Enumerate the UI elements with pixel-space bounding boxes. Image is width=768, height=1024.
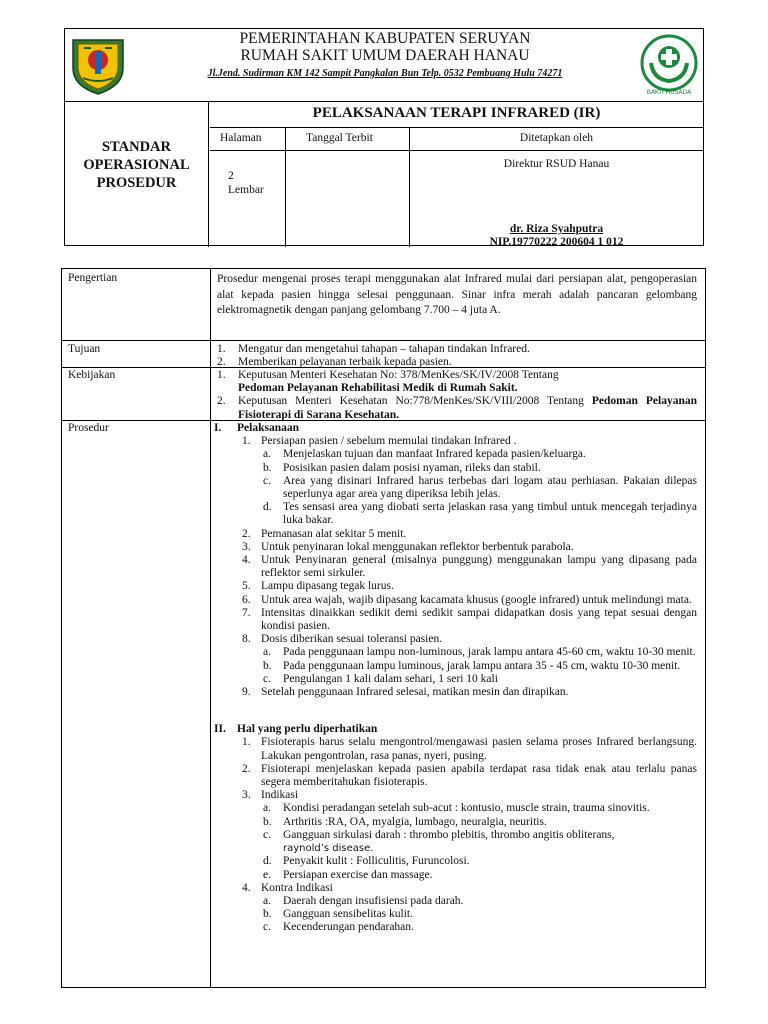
list-item: 1. Mengatur dan mengetahui tahapan – tahapan tindakan Infrared. [217,343,530,355]
sop-header [64,28,704,246]
list-item: a. Pada penggunaan lampu non-luminous, jarak lampu antara 45-60 cm, waktu 10-30 menit. [263,646,696,659]
list-item: 2. Keputusan Menteri Kesehatan No:778/MenKes/SK/VIII/2008 Tentang Pedoman Pelayanan Fisioterapi di Sarana Kesehatan. [217,395,698,421]
bakti-husada-logo-icon [639,33,699,97]
pengertian-text: Prosedur mengenai proses terapi menggunakan alat Infrared mulai dari persiapan alat, pengoperasian alat kepada pasien hingga selesai penggunaan. Sinar infra merah adalah pancaran gelombang elektromagnetik dengan panjang gelombang 7.700 – 4 juta A. [217,273,697,317]
signer-nip: NIP.19770222 200604 1 012 [489,236,624,248]
list-item: 8. Dosis diberikan sesuai toleransi pasien. [242,633,443,646]
section-pelaksanaan: I. Pelaksanaan [214,422,299,434]
list-item: 4. Kontra Indikasi [242,881,333,894]
list-item: a. Menjelaskan tujuan dan manfaat Infrared kepada pasien/keluarga. [263,448,586,461]
sop-line-3: PROSEDUR [96,174,177,191]
page-count: 2 [228,170,234,182]
column-divider [210,269,211,987]
hospital-title: RUMAH SAKIT UMUM DAERAH HANAU [240,47,530,64]
list-item: d. Penyakit kulit : Folliculitis, Furuncolosi. [263,855,470,868]
list-item: e. Persiapan exercise dan massage. [263,868,433,881]
list-item: c. Gangguan sirkulasi darah : thrombo plebitis, thrombo angitis obliterans, raynold’s disease. [263,828,615,855]
signer-name: dr. Riza Syahputra [509,223,604,235]
row-divider [62,340,705,341]
sop-line-1: STANDAR [101,138,171,155]
list-item: b. Pada penggunaan lampu luminous, jarak lampu antara 35 - 45 cm, waktu 10-30 menit. [263,659,681,672]
list-item: 1. Fisioterapis harus selalu mengontrol/mengawasi pasien selama proses Infrared berlangsung. Lakukan pengontrolan, rasa panas, nyeri, pusing. [242,736,697,762]
approval-column [410,128,703,247]
issue-date-column [286,128,410,247]
list-item: d. Tes sensasi area yang diobati serta jelaskan rasa yang timbul untuk mencegah terjadinya luka bakar. [263,501,697,527]
label-kebijakan: Kebijakan [68,369,116,381]
director-title: Direktur RSUD Hanau [503,158,610,170]
list-item: 2. Fisioterapi menjelaskan kepada pasien apabila terdapat rasa tidak enak atau terlalu panas segera memberitahukan fisioterapis. [242,762,697,789]
sop-label [65,102,209,247]
list-item: 9. Setelah penggunaan Infrared selesai, matikan mesin dan dirapikan. [242,686,569,699]
list-item: 6. Untuk area wajah, wajib dipasang kacamata khusus (google infrared) untuk melindungi mata. [242,593,692,606]
tujuan-list [217,343,697,369]
list-item: c. Area yang disinari Infrared harus terbebas dari logam atau perhiasan. Pakaian dilepas seperlunya agar area yang diperiksa lebih jelas. [263,474,697,501]
label-pengertian: Pengertian [68,272,118,284]
page-count-column [210,128,286,247]
regency-emblem-icon [69,34,127,96]
page-count-unit: Lembar [228,184,264,196]
letterhead [65,29,703,102]
list-item: a. Daerah dengan insufisiensi pada darah. [263,894,464,907]
list-item: 1. Persiapan pasien / sebelum memulai tindakan Infrared . [242,435,517,448]
list-item: b. Posisikan pasien dalam posisi nyaman, rileks dan stabil. [263,461,541,474]
list-item: 4. Untuk Penyinaran general (misalnya punggung) menggunakan lampu yang dipasang pada reflektor semi sirkuler. [242,554,697,580]
sop-content-table [61,268,706,988]
list-item: a. Kondisi peradangan setelah sub-acut : kontusio, muscle strain, trauma sinovitis. [263,802,650,815]
section-hal-diperhatikan: II. Hal yang perlu diperhatikan [214,723,378,736]
ditetapkan-header: Ditetapkan oleh [410,128,703,151]
document-title: PELAKSANAAN TERAPI INFRARED (IR) [210,102,703,128]
list-item: 2. Pemanasan alat sekitar 5 menit. [242,527,407,540]
hospital-address: Jl.Jend. Sudirman KM 142 Sampit Pangkalan Bun Telp. 0532 Pembuang Hulu 74271 [207,68,563,79]
sop-line-2: OPERASIONAL [83,156,190,173]
list-item: 3. Untuk penyinaran lokal menggunakan reflektor berbentuk parabola. [242,540,574,553]
list-item: 7. Intensitas dinaikkan sedikit demi sedikit sampai didapatkan dosis yang tepat sesuai dengan kondisi pasien. [242,606,697,633]
tanggal-header: Tanggal Terbit [286,128,409,151]
list-item: 5. Lampu dipasang tegak lurus. [242,580,394,593]
list-item: c. Pengulangan 1 kali dalam sehari, 1 seri 10 kali [263,672,498,685]
label-prosedur: Prosedur [68,422,109,434]
label-tujuan: Tujuan [68,343,101,355]
list-item: b. Arthritis :RA, OA, myalgia, lumbago, neuralgia, neuritis. [263,815,547,828]
list-item: 3. Indikasi [242,789,299,802]
list-item: b. Gangguan sensibelitas kulit. [263,908,413,921]
government-title: PEMERINTAHAN KABUPATEN SERUYAN [239,30,531,47]
prosedur-content [214,422,697,935]
list-item: c. Kecenderungan pendarahan. [263,921,414,934]
emblem-text: BAKTI HUSADA [646,89,692,96]
list-item: 1. Keputusan Menteri Kesehatan No: 378/MenKes/SK/IV/2008 Tentang Pedoman Pelayanan Rehabilitasi Medik di Rumah Sakit. [217,369,559,395]
halaman-header: Halaman [210,128,285,151]
kebijakan-list [217,369,697,422]
list-item: 2. Memberikan pelayanan terbaik kepada pasien. [217,356,452,369]
